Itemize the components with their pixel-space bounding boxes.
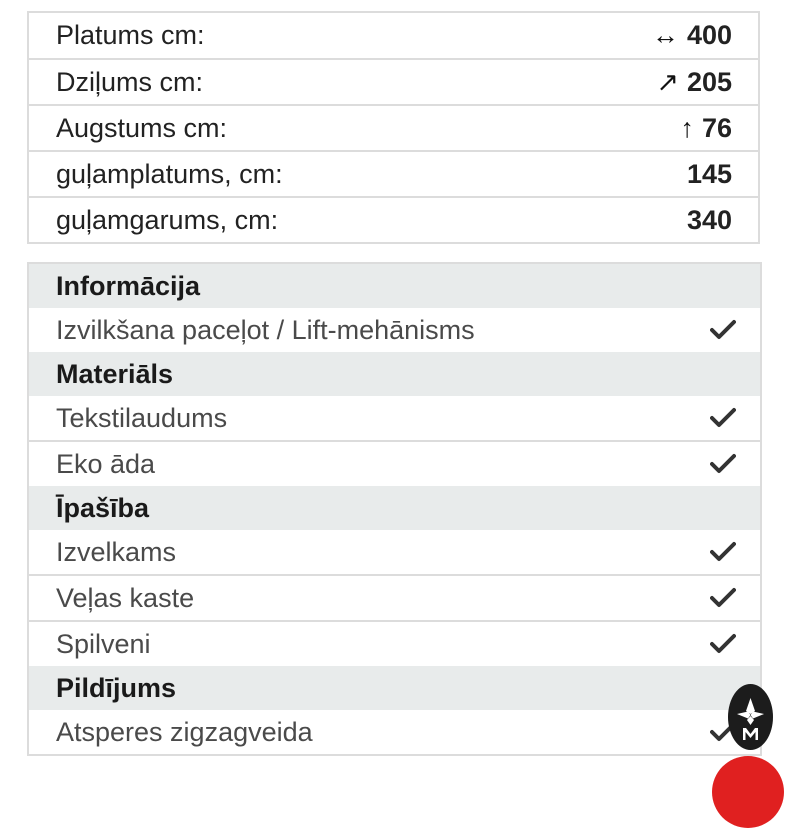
feature-item <box>29 530 760 574</box>
dimension-label: Platums cm: <box>56 20 205 50</box>
feature-item <box>29 440 760 486</box>
section-header-filling: Pildījums <box>29 666 760 710</box>
feature-item <box>29 620 760 666</box>
section-header-information: Informācija <box>29 264 760 308</box>
feature-item <box>29 396 760 440</box>
dimension-value <box>680 113 732 144</box>
dimension-value <box>687 159 732 190</box>
check-icon <box>710 453 736 475</box>
dimension-number: 145 <box>686 158 732 189</box>
dimension-label: guļamplatums, cm: <box>56 158 283 189</box>
feature-label: Atsperes zigzagveida <box>56 716 313 747</box>
dimension-value <box>687 205 732 236</box>
horizontal-arrow-icon: ↔ <box>651 20 679 50</box>
feature-label: Izvilkšana paceļot / Lift-mehānisms <box>56 314 475 345</box>
dimension-label: Augstums cm: <box>56 112 228 143</box>
dimension-row-sleep-length <box>29 196 758 242</box>
up-arrow-icon: ↑ <box>680 112 694 143</box>
feature-item <box>29 574 760 620</box>
dimensions-table <box>27 11 760 244</box>
dimension-value <box>652 20 732 51</box>
check-icon <box>710 319 736 341</box>
dimension-number: 205 <box>686 66 732 97</box>
dimension-label: Dziļums cm: <box>56 66 203 97</box>
dimension-number: 340 <box>686 204 732 235</box>
section-header-property: Īpašība <box>29 486 760 530</box>
feature-label: Eko āda <box>56 448 156 479</box>
check-icon <box>710 407 736 429</box>
dimension-row-width <box>29 13 758 58</box>
dimension-label: guļamgarums, cm: <box>56 204 279 235</box>
dimension-number: 76 <box>701 112 732 143</box>
feature-label: Spilveni <box>56 628 151 659</box>
features-table <box>27 262 762 756</box>
section-header-material: Materiāls <box>29 352 760 396</box>
check-icon <box>710 541 736 563</box>
feature-item <box>29 710 760 754</box>
dimension-row-sleep-width <box>29 150 758 196</box>
diagonal-arrow-icon: ↗ <box>656 66 679 97</box>
check-icon <box>710 633 736 655</box>
feature-label: Izvelkams <box>56 536 177 567</box>
dimension-row-height <box>29 104 758 150</box>
dimension-row-depth <box>29 58 758 104</box>
feature-label: Tekstilaudums <box>56 402 228 433</box>
brand-floating-button[interactable] <box>728 684 773 750</box>
dimension-number: 400 <box>686 20 732 50</box>
check-icon <box>710 587 736 609</box>
feature-item <box>29 308 760 352</box>
brand-logo-icon <box>728 684 773 750</box>
feature-label: Veļas kaste <box>56 582 195 613</box>
red-action-button[interactable] <box>712 756 784 828</box>
dimension-value <box>656 67 732 98</box>
